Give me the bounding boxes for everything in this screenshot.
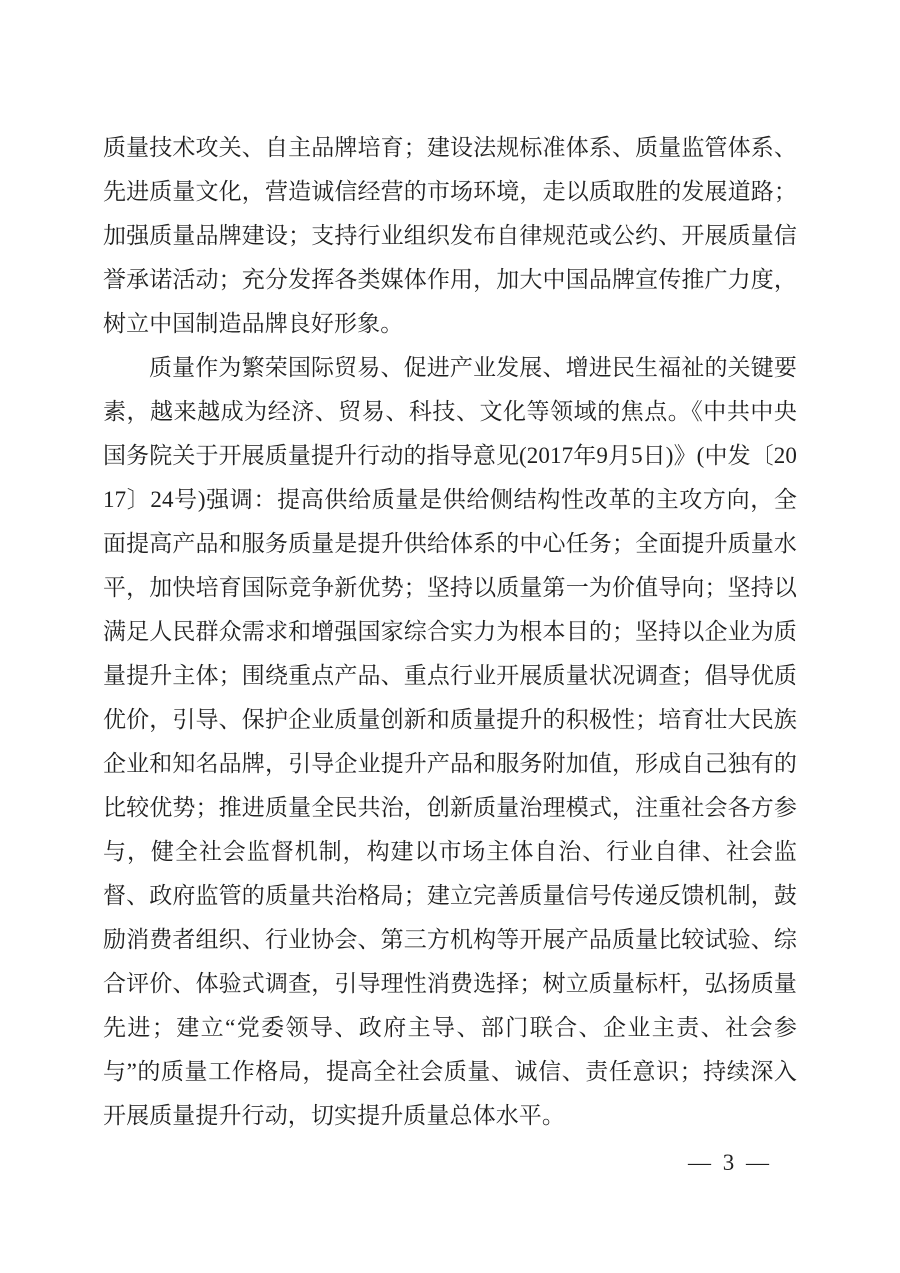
text-block <box>103 126 797 1138</box>
page-number: — 3 — <box>688 1150 772 1175</box>
body-paragraph-2: 质量作为繁荣国际贸易、促进产业发展、增进民生福祉的关键要素，越来越成为经济、贸易、科技、文化等领域的焦点。《中共中央国务院关于开展质量提升行动的指导意见(2017年9月5日)》(中发〔2017〕24号)强调：提高供给质量是供给侧结构性改革的主攻方向，全面提高产品和服务质量是提升供给体系的中心任务；全面提升质量水平，加快培育国际竞争新优势；坚持以质量第一为价值导向；坚持以满足人民群众需求和增强国家综合实力为根本目的；坚持以企业为质量提升主体；围绕重点产品、重点行业开展质量状况调查；倡导优质优价，引导、保护企业质量创新和质量提升的积极性；培育壮大民族企业和知名品牌，引导企业提升产品和服务附加值，形成自己独有的比较优势；推进质量全民共治，创新质量治理模式，注重社会各方参与，健全社会监督机制，构建以市场主体自治、行业自律、社会监督、政府监管的质量共治格局；建立完善质量信号传递反馈机制，鼓励消费者组织、行业协会、第三方机构等开展产品质量比较试验、综合评价、体验式调查，引导理性消费选择；树立质量标杆，弘扬质量先进；建立“党委领导、政府主导、部门联合、企业主责、社会参与”的质量工作格局，提高全社会质量、诚信、责任意识；持续深入开展质量提升行动，切实提升质量总体水平。 <box>103 355 797 1128</box>
body-paragraph-1: 质量技术攻关、自主品牌培育；建设法规标准体系、质量监管体系、先进质量文化，营造诚信经营的市场环境，走以质取胜的发展道路；加强质量品牌建设；支持行业组织发布自律规范或公约、开展质量信誉承诺活动；充分发挥各类媒体作用，加大中国品牌宣传推广力度，树立中国制造品牌良好形象。 <box>103 135 797 336</box>
